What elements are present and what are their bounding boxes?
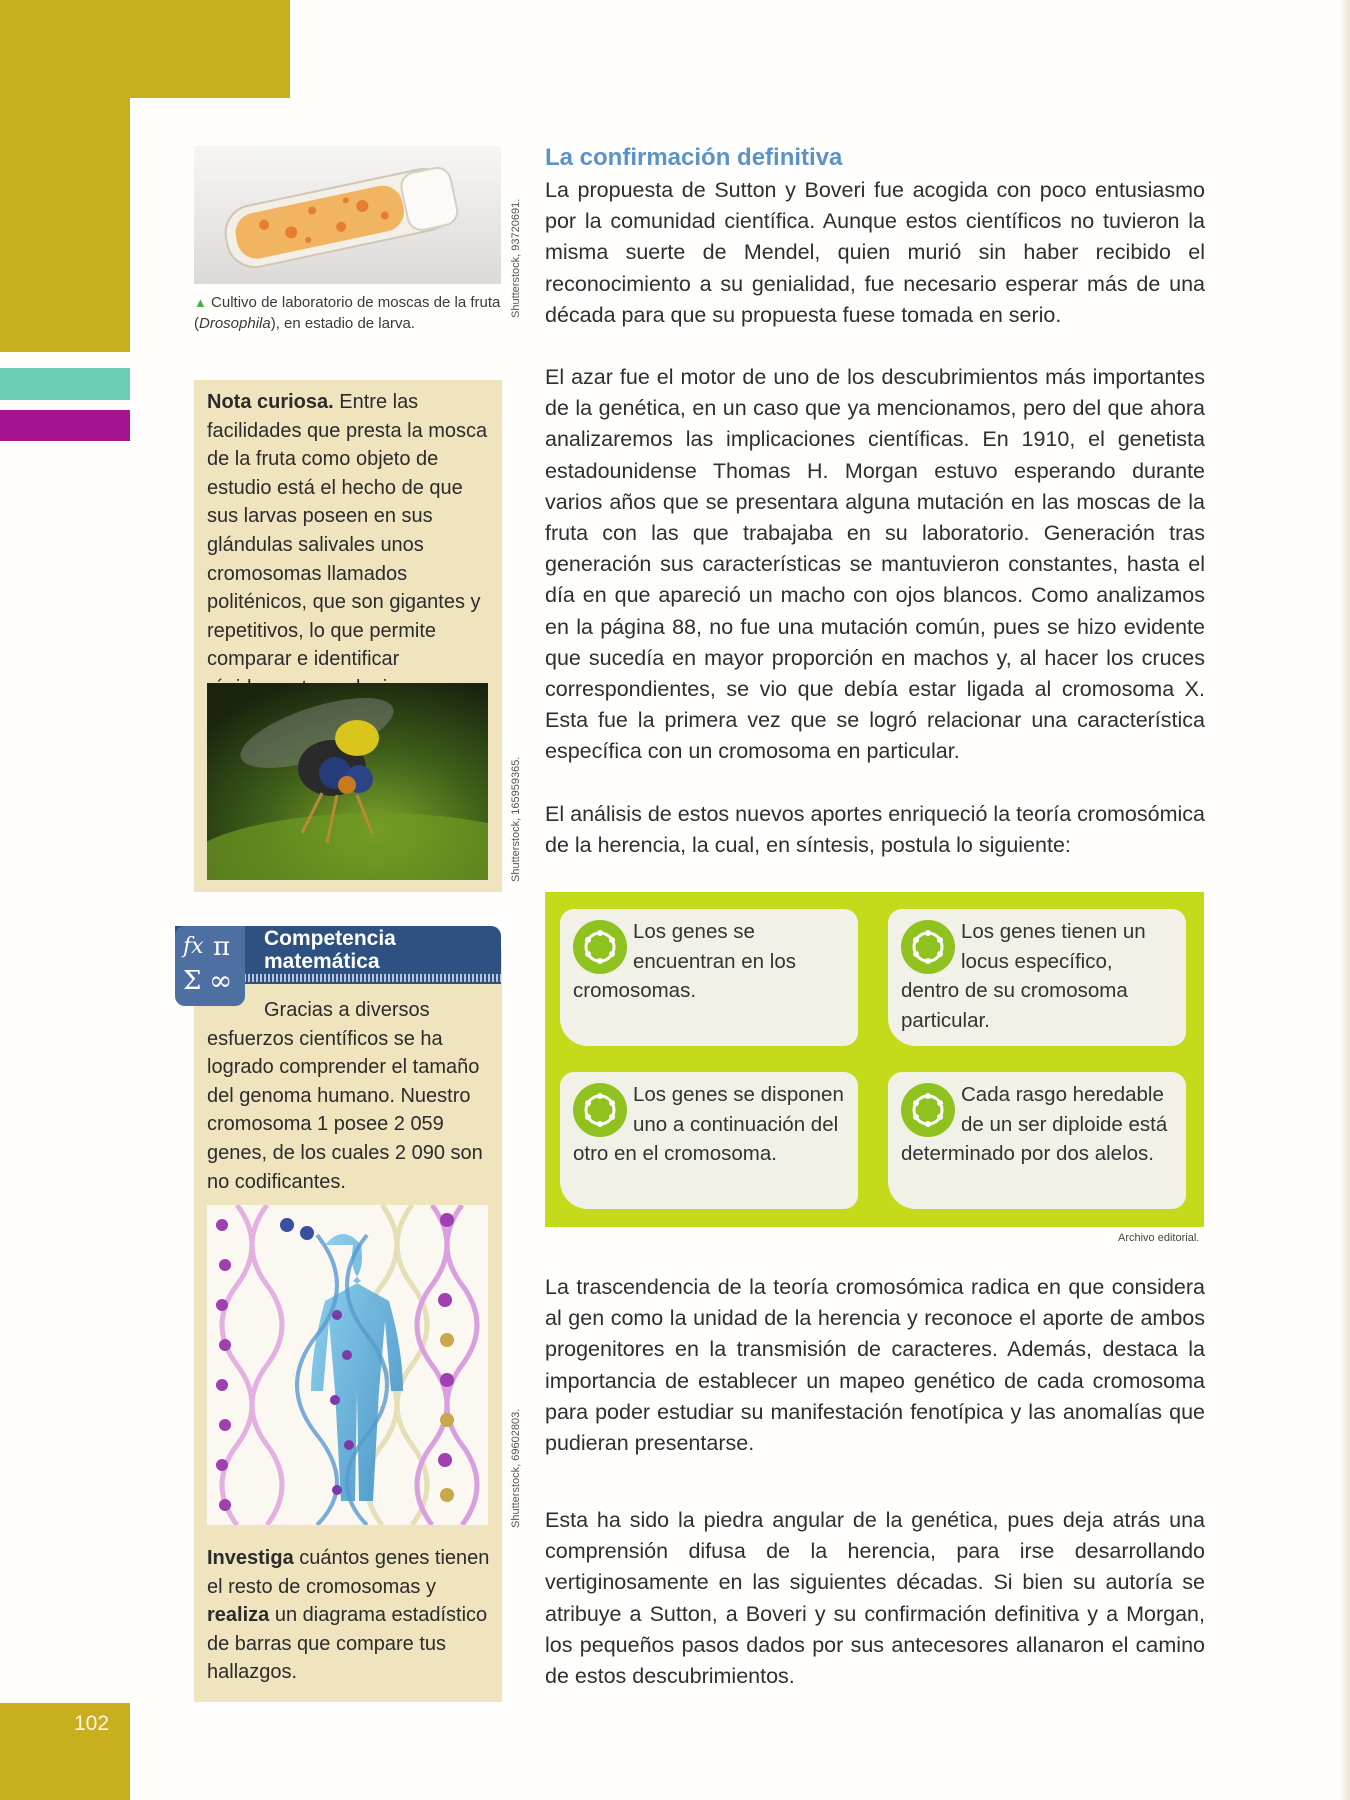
cell-icon bbox=[572, 1082, 628, 1138]
caption-triangle-icon: ▲ bbox=[194, 295, 207, 310]
paragraph-4: La trascendencia de la teoría cromosómica radica en que considera al gen como la unidad de la herencia y reconoce el aporte de ambos progenitores en la transmisión de caracteres. Además, destaca la importancia de establecer un mapeo genético de cada cromosoma para poder estudiar su manifestación fenotípica y las anomalías que pudieran presentarse. bbox=[545, 1275, 1205, 1456]
photo-credit-dna: Shutterstock, 69602803. bbox=[510, 1408, 522, 1528]
paragraph-3: El análisis de estos nuevos aportes enriqueció la teoría cromosómica de la herencia, la cual, en síntesis, postula lo siguiente: bbox=[545, 802, 1205, 858]
section-heading: La confirmación definitiva bbox=[545, 144, 843, 171]
photo-caption bbox=[194, 292, 506, 334]
postulates-credit: Archivo editorial. bbox=[1118, 1232, 1200, 1244]
cell-icon bbox=[900, 919, 956, 975]
postulate-card bbox=[560, 1072, 858, 1209]
paragraph-2: El azar fue el motor de uno de los descubrimientos más importantes de la genética, en un caso que ya mencionamos, pero del que ahora analizaremos las implicaciones científicas. En 1910, el genetista estadounidense Thomas H. Morgan estuvo esperando durante varios años que se presentara alguna mutación en las moscas de la fruta con las que trabajaba en su laboratorio. Generación tras generación sus características se mantuvieron constantes, hasta el día en que apareció un macho con ojos blancos. Como analizamos en la página 88, no fue una mutación común, pues se hizo evidente que sucedía en mayor proporción en machos y, al hacer los cruces correspondientes, se vio que debía estar ligada al cromosoma X. Esta fue la primera vez que se logró relacionar una característica específica con un cromosoma en particular. bbox=[545, 365, 1205, 764]
teal-tab bbox=[0, 368, 130, 400]
postulate-text: Los genes tienen un locus específico, dentro de su cromosoma particular. bbox=[901, 920, 1146, 1032]
page-edge-shadow bbox=[1338, 0, 1350, 1800]
caption-text: Cultivo de laboratorio de moscas de la fruta ( bbox=[194, 294, 501, 332]
nota-body: Entre las facilidades que presta la mosca de la fruta como objeto de estudio está el hecho de que sus larvas poseen en sus glándulas salivales unos cromosomas llamados politénicos, que son gigantes y repetitivos, lo que permite comparar e identificar bbox=[207, 391, 488, 671]
math-symbols-icon: 𝑓𝑥 π Σ ∞ bbox=[175, 926, 245, 1006]
cell-icon bbox=[900, 1082, 956, 1138]
magenta-tab bbox=[0, 410, 130, 441]
postulate-text: Los genes se encuentran en los cromosomas. bbox=[573, 920, 796, 1002]
gold-footer-band bbox=[0, 1703, 130, 1800]
gold-side-band bbox=[0, 0, 130, 352]
photo-credit-fly: Shutterstock, 165959365. bbox=[510, 756, 522, 882]
postulate-text: Los genes se disponen uno a continuación del otro en el cromosoma. bbox=[573, 1083, 844, 1165]
postulates-panel bbox=[545, 892, 1204, 1227]
caption-text-end: ), en estadio de larva. bbox=[270, 315, 415, 332]
paragraph-5: Esta ha sido la piedra angular de la genética, pues deja atrás una comprensión difusa de la herencia, para irse desarrollando vertiginosamente en las siguientes décadas. Si bien su autoría se atribuye a Sutton, a Boveri y su confirmación definitiva y a Morgan, los pequeños pasos dados por sus antecesores allanaron el camino de estos descubrimientos. bbox=[545, 1508, 1205, 1689]
competencia-stripe bbox=[230, 974, 501, 982]
caption-italic: Drosophila bbox=[199, 315, 271, 332]
fly-closeup-photo bbox=[207, 683, 488, 880]
nota-lead: Nota curiosa. bbox=[207, 391, 334, 413]
postulate-card bbox=[888, 909, 1186, 1046]
photo-credit-top: Shutterstock, 93720691. bbox=[510, 198, 522, 318]
competencia-text: Gracias a diversos esfuerzos científicos se ha logrado comprender el tamaño del genoma humano. Nuestro cromosoma 1 posee 2 059 genes, de los cuales 2 090 son no codificantes. bbox=[207, 999, 483, 1193]
dna-human-illustration bbox=[207, 1205, 488, 1525]
nota-curiosa-text bbox=[207, 388, 497, 731]
postulate-text: Cada rasgo heredable de un ser diploide está determinado por dos alelos. bbox=[901, 1083, 1168, 1165]
postulate-card bbox=[560, 909, 858, 1046]
investiga-text: Investiga cuántos genes tienen el resto de cromosomas y realiza un diagrama estadístico de barras que compare tus hallazgos. bbox=[207, 1547, 490, 1684]
paragraph-1: La propuesta de Sutton y Boveri fue acogida con poco entusiasmo por la comunidad científica. Aunque estos científicos no tuvieron la misma suerte de Mendel, quien murió sin haber recibido el reconocimiento a su genialidad, fue necesario esperar más de una década para que su propuesta fuese tomada en serio. bbox=[545, 178, 1205, 327]
postulate-card bbox=[888, 1072, 1186, 1209]
cell-icon bbox=[572, 919, 628, 975]
competencia-title: Competencia matemática bbox=[264, 927, 396, 973]
fruit-fly-culture-photo bbox=[194, 146, 501, 284]
page-number: 102 bbox=[74, 1712, 110, 1735]
